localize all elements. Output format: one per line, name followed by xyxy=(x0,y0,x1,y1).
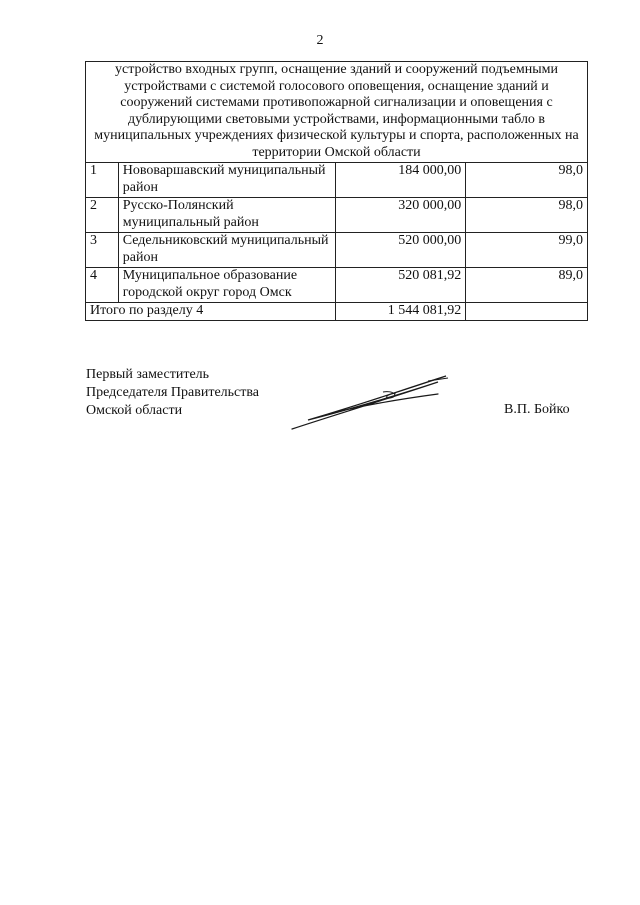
row-number: 2 xyxy=(86,198,119,233)
percent-cell: 98,0 xyxy=(466,198,588,233)
position-line: Омской области xyxy=(86,403,183,418)
municipality-name: Седельниковский муниципальный район xyxy=(118,233,336,268)
table-row xyxy=(86,268,588,303)
amount-cell: 184 000,00 xyxy=(336,163,466,198)
percent-cell: 99,0 xyxy=(466,233,588,268)
row-number: 4 xyxy=(86,268,119,303)
section-header: устройство входных групп, оснащение зданий и сооружений подъемными устройствами с системой голосового оповещения, оснащение зданий и сооружений системами противопожарной сигнализации и оповещения с дублирующими световыми устройствами, информационными табло в муниципальных учреждениях физической культуры и спорта, расположенных на территории Омской области xyxy=(86,62,588,163)
position-line: Первый заместитель xyxy=(86,367,210,382)
percent-cell: 89,0 xyxy=(466,268,588,303)
page-number: 2 xyxy=(316,33,324,48)
municipality-name: Муниципальное образование городской округ город Омск xyxy=(118,268,336,303)
signer-name: В.П. Бойко xyxy=(504,402,570,417)
row-number: 3 xyxy=(86,233,119,268)
total-row xyxy=(86,303,588,321)
amount-cell: 520 081,92 xyxy=(336,268,466,303)
municipality-name: Нововаршавский муниципальный район xyxy=(118,163,336,198)
position-line: Председателя Правительства xyxy=(86,385,260,400)
total-label: Итого по разделу 4 xyxy=(86,303,336,321)
amount-cell: 320 000,00 xyxy=(336,198,466,233)
table-row xyxy=(86,198,588,233)
table-row xyxy=(86,233,588,268)
total-percent xyxy=(466,303,588,321)
section-header-row xyxy=(86,62,588,163)
row-number: 1 xyxy=(86,163,119,198)
signatory-position xyxy=(86,366,259,420)
total-amount: 1 544 081,92 xyxy=(336,303,466,321)
funding-table xyxy=(85,61,588,321)
municipality-name: Русско-Полянский муниципальный район xyxy=(118,198,336,233)
table-row xyxy=(86,163,588,198)
handwritten-signature xyxy=(288,372,453,432)
percent-cell: 98,0 xyxy=(466,163,588,198)
amount-cell: 520 000,00 xyxy=(336,233,466,268)
